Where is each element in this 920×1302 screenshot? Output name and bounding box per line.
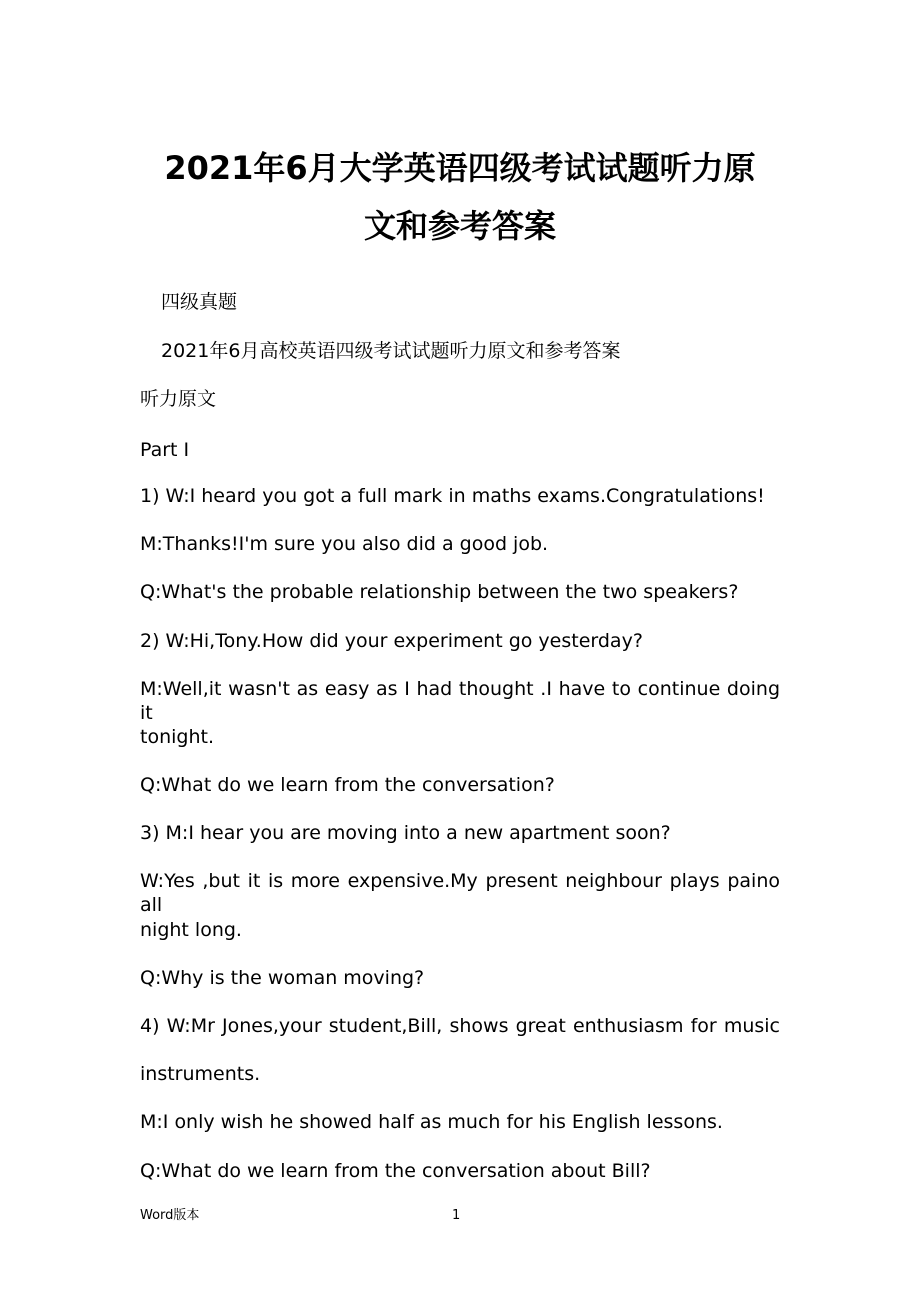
question-line: Q:Why is the woman moving? (140, 967, 425, 989)
dialogue-line-continued: tonight. (140, 726, 214, 748)
dialogue-line: M:I only wish he showed half as much for his English lessons. (140, 1111, 723, 1133)
section-label: 四级真题 (161, 291, 238, 313)
dialogue-line-continued: instruments. (140, 1063, 261, 1085)
question-line: Q:What do we learn from the conversation about Bill? (140, 1160, 651, 1182)
dialogue-line: 2) W:Hi,Tony.How did your experiment go yesterday? (140, 630, 643, 652)
subtitle-paragraph: 2021年6月高校英语四级考试试题听力原文和参考答案 (161, 340, 621, 362)
question-line: Q:What's the probable relationship between the two speakers? (140, 581, 739, 603)
page-number: 1 (452, 1208, 461, 1223)
document-title (140, 139, 780, 255)
dialogue-line: 3) M:I hear you are moving into a new apartment soon? (140, 822, 671, 844)
title-line-1: 2021年6月大学英语四级考试试题听力原 (164, 149, 756, 187)
question-line: Q:What do we learn from the conversation? (140, 774, 555, 796)
part-heading: Part Ⅰ (140, 439, 190, 461)
dialogue-line: 1) W:I heard you got a full mark in maths exams.Congratulations! (140, 485, 765, 507)
footer-label: Word版本 (140, 1208, 200, 1223)
section-heading: 听力原文 (140, 388, 217, 410)
dialogue-line-continued: night long. (140, 919, 242, 941)
dialogue-line: W:Yes ,but it is more expensive.My present neighbour plays paino all (140, 870, 780, 916)
dialogue-line: M:Thanks!I'm sure you also did a good job. (140, 533, 549, 555)
title-line-2: 文和参考答案 (363, 207, 556, 245)
dialogue-line: 4) W:Mr Jones,your student,Bill, shows great enthusiasm for music (140, 1015, 780, 1037)
dialogue-line: M:Well,it wasn't as easy as I had thought .I have to continue doing it (140, 678, 780, 724)
